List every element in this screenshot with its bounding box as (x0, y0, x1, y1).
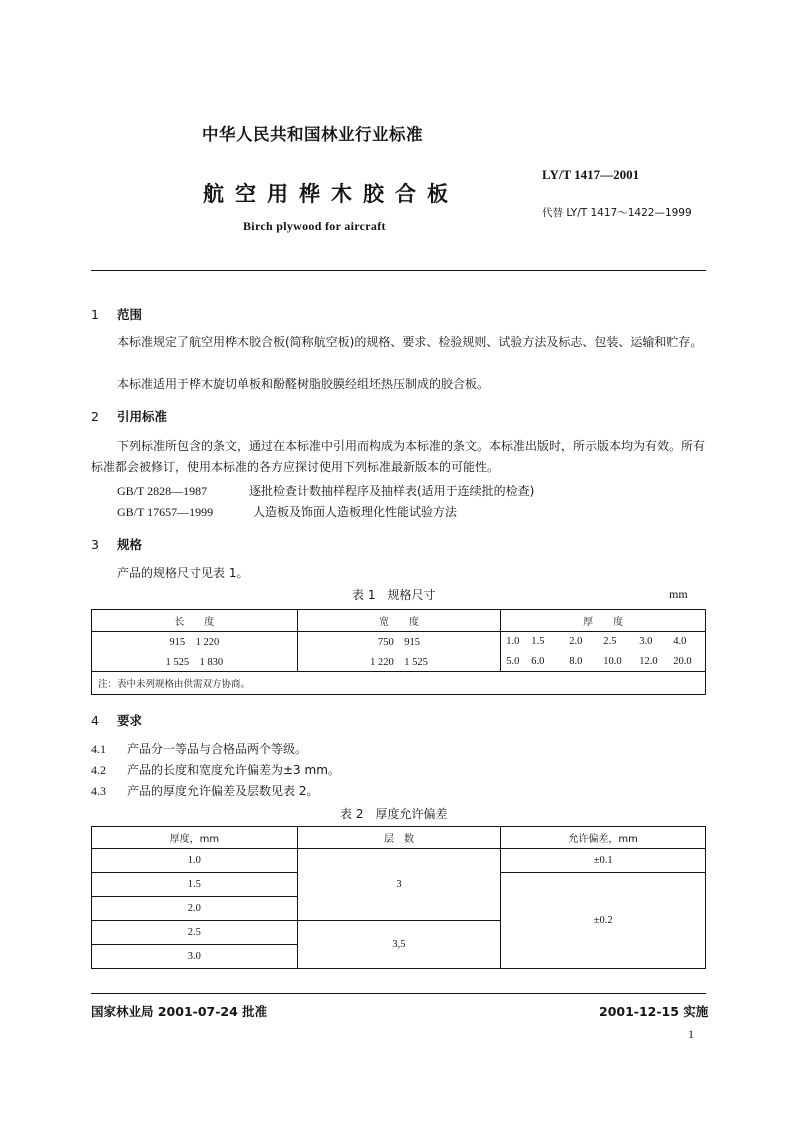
thickness-cell (501, 632, 706, 652)
layers-cell: 3 (297, 849, 501, 921)
item-text: 产品分一等品与合格品两个等级。 (127, 742, 308, 756)
thickness-value: 3.0 (639, 636, 653, 648)
tolerance-cell: ±0.1 (501, 849, 706, 873)
section-1-heading (91, 305, 142, 323)
thickness-value: 2.5 (603, 636, 617, 648)
item-number: 4.2 (91, 763, 106, 777)
section-title: 规格 (117, 537, 143, 552)
column-header-width: 宽 度 (297, 610, 501, 632)
document-title: 航空用桦木胶合板 (203, 182, 459, 206)
english-title: Birch plywood for aircraft (243, 219, 386, 233)
section-number: 2 (91, 409, 99, 424)
requirement-item (91, 761, 340, 778)
requirement-item (91, 782, 318, 799)
reference-title: 逐批检查计数抽样程序及抽样表(适用于连续批的检查) (249, 484, 535, 498)
thickness-value: 4.0 (673, 636, 687, 648)
section-number: 4 (91, 713, 99, 728)
effective-date: 2001-12-15 实施 (599, 1004, 709, 1019)
approval-date: 国家林业局 2001-07-24 批准 (91, 1004, 268, 1019)
reference-code: GB/T 2828—1987 (117, 484, 208, 498)
column-header-thickness: 厚度，mm (92, 827, 298, 849)
reference-code: GB/T 17657—1999 (117, 505, 214, 519)
requirement-item (91, 740, 307, 757)
section-2-paragraph-1: 下列标准所包含的条文，通过在本标准中引用而构成为本标准的条文。本标准出版时，所示版本均为有效。所有标准都会被修订，使用本标准的各方应探讨使用下列标准最新版本的可能性。 (91, 439, 706, 474)
table-1-unit: mm (669, 587, 688, 601)
tolerance-cell: ±0.2 (501, 873, 706, 969)
column-header-thickness: 厚 度 (501, 610, 706, 632)
thickness-cell: 2.0 (92, 897, 298, 921)
width-cell: 1 220 1 525 (297, 652, 501, 672)
length-cell: 1 525 1 830 (92, 652, 298, 672)
issuer-heading: 中华人民共和国林业行业标准 (202, 125, 423, 144)
thickness-value: 8.0 (569, 655, 583, 667)
section-number: 1 (91, 307, 99, 322)
thickness-value: 20.0 (673, 655, 692, 667)
section-3-heading (91, 535, 142, 553)
section-title: 范围 (117, 307, 143, 322)
thickness-value: 2.0 (569, 636, 583, 648)
header-divider (91, 270, 706, 271)
column-header-tolerance: 允许偏差，mm (501, 827, 706, 849)
item-number: 4.3 (91, 784, 106, 798)
thickness-value: 12.0 (639, 655, 658, 667)
thickness-value: 6.0 (531, 655, 545, 667)
thickness-cell (501, 652, 706, 672)
table-1-caption: 表 1 规格尺寸 (352, 588, 436, 602)
table-row (92, 632, 706, 652)
section-1-paragraph-2: 本标准适用于桦木旋切单板和酚醛树脂胶膜经组坯热压制成的胶合板。 (117, 377, 490, 391)
width-cell: 750 915 (297, 632, 501, 652)
thickness-cell: 2.5 (92, 921, 298, 945)
section-3-paragraph-1: 产品的规格尺寸见表 1。 (117, 566, 249, 580)
thickness-value: 1.0 (506, 636, 520, 648)
replaces-note: 代替 LY/T 1417～1422—1999 (542, 207, 692, 219)
table-1-specifications (91, 609, 706, 695)
table-row (92, 652, 706, 672)
layers-cell: 3,5 (297, 921, 501, 969)
table-2-thickness-tolerance (91, 826, 706, 969)
reference-item (117, 482, 534, 499)
item-number: 4.1 (91, 742, 106, 756)
footer-divider (91, 993, 706, 994)
section-4-heading (91, 711, 142, 729)
reference-item (117, 503, 457, 520)
column-header-layers: 层 数 (297, 827, 501, 849)
reference-title: 人造板及饰面人造板理化性能试验方法 (253, 505, 458, 519)
page-number: 1 (688, 1027, 694, 1041)
thickness-cell: 1.5 (92, 873, 298, 897)
thickness-value: 1.5 (531, 636, 545, 648)
thickness-cell: 1.0 (92, 849, 298, 873)
thickness-value: 5.0 (506, 655, 520, 667)
section-number: 3 (91, 537, 99, 552)
table-1-note: 注：表中未列规格由供需双方协商。 (92, 672, 706, 695)
section-2-heading (91, 407, 167, 425)
thickness-value: 10.0 (603, 655, 622, 667)
table-row (92, 849, 706, 873)
column-header-length: 长 度 (92, 610, 298, 632)
standard-code: LY/T 1417—2001 (542, 167, 640, 182)
section-title: 要求 (117, 713, 143, 728)
section-title: 引用标准 (117, 409, 168, 424)
table-2-caption: 表 2 厚度允许偏差 (340, 807, 448, 821)
length-cell: 915 1 220 (92, 632, 298, 652)
thickness-cell: 3.0 (92, 945, 298, 969)
item-text: 产品的长度和宽度允许偏差为±3 mm。 (127, 763, 340, 777)
item-text: 产品的厚度允许偏差及层数见表 2。 (127, 784, 319, 798)
section-1-paragraph-1: 本标准规定了航空用桦木胶合板(简称航空板)的规格、要求、检验规则、试验方法及标志、包装、运输和贮存。 (117, 335, 703, 349)
